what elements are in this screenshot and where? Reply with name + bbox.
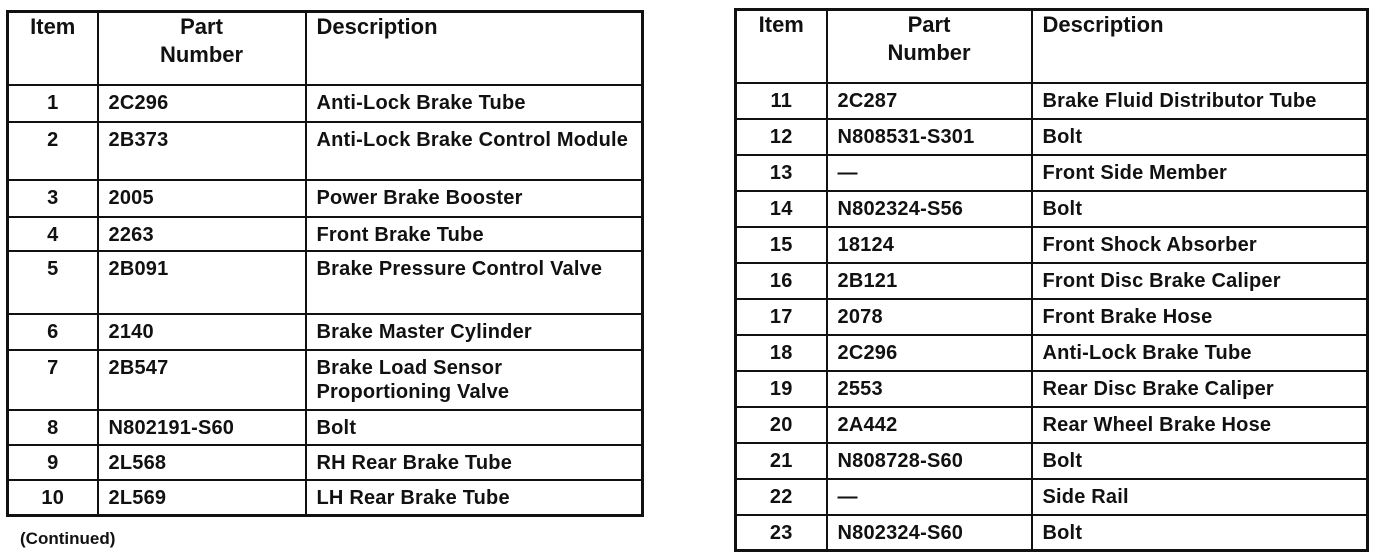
part-number-cell: 2263: [98, 217, 306, 251]
part-number-cell: 2C296: [98, 85, 306, 122]
table-row: [736, 299, 1368, 335]
header-row: [736, 10, 1368, 83]
table-row: [736, 119, 1368, 155]
table-row: [736, 263, 1368, 299]
item-cell: 21: [736, 443, 827, 479]
description-header: Description: [306, 12, 643, 85]
table-row: [736, 479, 1368, 515]
item-header: Item: [736, 10, 827, 83]
part-number-cell: N808531-S301: [827, 119, 1032, 155]
item-cell: 17: [736, 299, 827, 335]
continued-note: (Continued): [20, 529, 116, 548]
table-row: [736, 155, 1368, 191]
part-number-header: [98, 12, 306, 85]
item-cell: 5: [8, 251, 98, 314]
table-row: [8, 480, 643, 516]
item-cell: 3: [8, 180, 98, 217]
part-number-cell: N808728-S60: [827, 443, 1032, 479]
description-cell: Front Shock Absorber: [1032, 227, 1368, 263]
part-number-cell: 2B373: [98, 122, 306, 180]
description-cell: Brake Load Sensor Proportioning Valve: [306, 350, 643, 410]
item-cell: 16: [736, 263, 827, 299]
description-header: Description: [1032, 10, 1368, 83]
description-cell: Brake Fluid Distributor Tube: [1032, 83, 1368, 119]
part-number-cell: N802324-S56: [827, 191, 1032, 227]
item-header: Item: [8, 12, 98, 85]
part-number-cell: 2B091: [98, 251, 306, 314]
part-number-cell: 2553: [827, 371, 1032, 407]
item-cell: 9: [8, 445, 98, 480]
description-cell: LH Rear Brake Tube: [306, 480, 643, 516]
part-number-cell: 2A442: [827, 407, 1032, 443]
table-row: [736, 335, 1368, 371]
description-cell: Anti-Lock Brake Control Module: [306, 122, 643, 180]
description-cell: Rear Disc Brake Caliper: [1032, 371, 1368, 407]
table-row: [736, 83, 1368, 119]
part-number-header: [827, 10, 1032, 83]
part-header-line2: Number: [887, 40, 971, 65]
item-cell: 14: [736, 191, 827, 227]
item-cell: 13: [736, 155, 827, 191]
part-number-cell: 2C296: [827, 335, 1032, 371]
part-number-cell: —: [827, 479, 1032, 515]
table-row: [8, 410, 643, 445]
table-row: [736, 407, 1368, 443]
description-cell: Rear Wheel Brake Hose: [1032, 407, 1368, 443]
description-cell: Bolt: [1032, 443, 1368, 479]
part-number-cell: 2078: [827, 299, 1032, 335]
description-cell: Bolt: [1032, 191, 1368, 227]
description-cell: Front Brake Hose: [1032, 299, 1368, 335]
table-row: [8, 217, 643, 251]
part-number-cell: 2C287: [827, 83, 1032, 119]
table-row: [8, 314, 643, 350]
description-cell: Front Side Member: [1032, 155, 1368, 191]
item-cell: 4: [8, 217, 98, 251]
part-number-cell: 2B547: [98, 350, 306, 410]
table-row: [736, 515, 1368, 551]
description-cell: Anti-Lock Brake Tube: [1032, 335, 1368, 371]
part-number-cell: N802191-S60: [98, 410, 306, 445]
description-cell: Brake Master Cylinder: [306, 314, 643, 350]
item-cell: 12: [736, 119, 827, 155]
item-cell: 19: [736, 371, 827, 407]
table-row: [8, 180, 643, 217]
table-row: [8, 350, 643, 410]
description-cell: Front Disc Brake Caliper: [1032, 263, 1368, 299]
table-row: [8, 445, 643, 480]
item-cell: 8: [8, 410, 98, 445]
part-number-cell: 2005: [98, 180, 306, 217]
parts-table-left: [6, 10, 644, 517]
item-cell: 6: [8, 314, 98, 350]
item-cell: 2: [8, 122, 98, 180]
item-cell: 10: [8, 480, 98, 516]
item-cell: 23: [736, 515, 827, 551]
description-cell: Anti-Lock Brake Tube: [306, 85, 643, 122]
part-header-line1: Part: [907, 12, 951, 37]
part-number-cell: —: [827, 155, 1032, 191]
parts-table-right: [734, 8, 1369, 552]
part-number-cell: 2L568: [98, 445, 306, 480]
part-number-cell: 2B121: [827, 263, 1032, 299]
table-row: [8, 85, 643, 122]
item-cell: 20: [736, 407, 827, 443]
description-cell: Side Rail: [1032, 479, 1368, 515]
description-cell: Brake Pressure Control Valve: [306, 251, 643, 314]
item-cell: 18: [736, 335, 827, 371]
item-cell: 11: [736, 83, 827, 119]
table-row: [736, 227, 1368, 263]
description-cell: Front Brake Tube: [306, 217, 643, 251]
item-cell: 22: [736, 479, 827, 515]
description-cell: RH Rear Brake Tube: [306, 445, 643, 480]
table-row: [736, 443, 1368, 479]
table-row: [736, 191, 1368, 227]
item-cell: 7: [8, 350, 98, 410]
part-number-cell: N802324-S60: [827, 515, 1032, 551]
table-row: [736, 371, 1368, 407]
description-cell: Bolt: [1032, 119, 1368, 155]
item-cell: 1: [8, 85, 98, 122]
part-number-cell: 18124: [827, 227, 1032, 263]
table-row: [8, 122, 643, 180]
part-number-cell: 2140: [98, 314, 306, 350]
header-row: [8, 12, 643, 85]
description-cell: Bolt: [1032, 515, 1368, 551]
part-header-line1: Part: [180, 14, 223, 39]
part-number-cell: 2L569: [98, 480, 306, 516]
item-cell: 15: [736, 227, 827, 263]
part-header-line2: Number: [159, 42, 244, 67]
table-row: [8, 251, 643, 314]
description-cell: Power Brake Booster: [306, 180, 643, 217]
description-cell: Bolt: [306, 410, 643, 445]
